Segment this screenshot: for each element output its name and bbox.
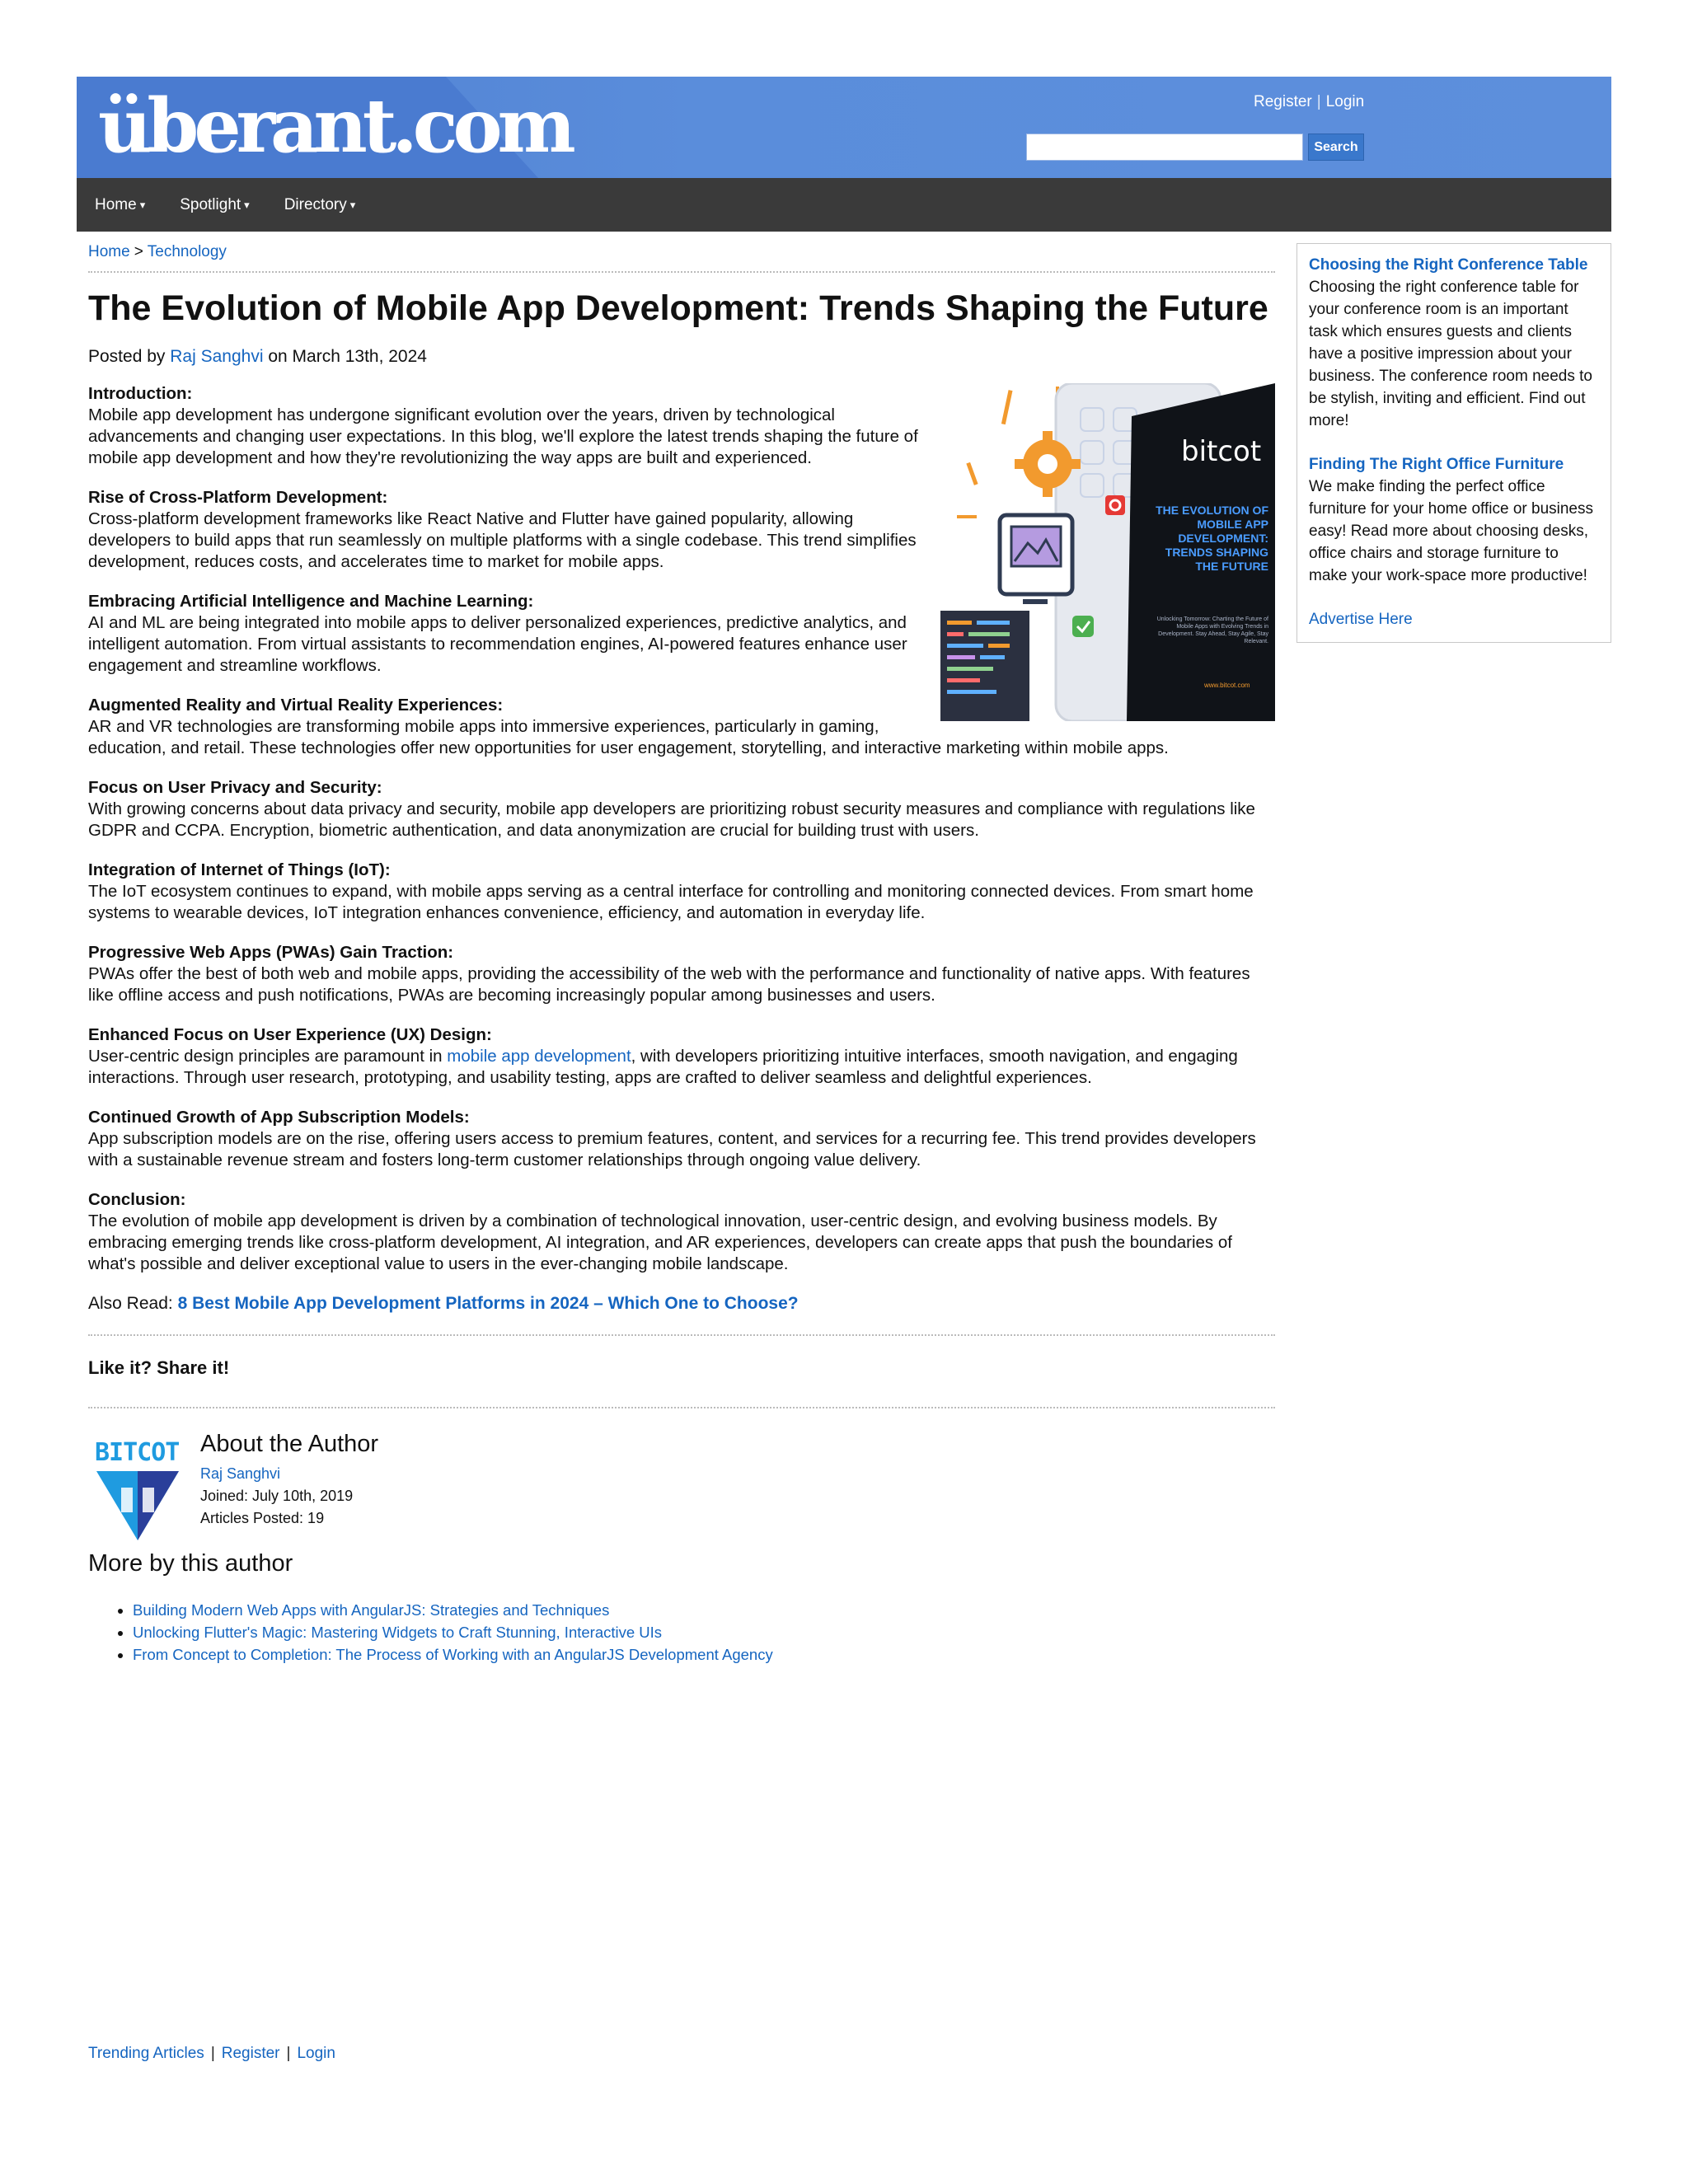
author-name-link[interactable]: Raj Sanghvi	[200, 1465, 281, 1482]
hero-headline: THE EVOLUTION OF MOBILE APP DEVELOPMENT: TRENDS SHAPING THE FUTURE	[1156, 504, 1268, 573]
footer-separator: |	[286, 2045, 291, 2062]
register-link[interactable]: Register	[1254, 93, 1312, 110]
section-heading: Focus on User Privacy and Security:	[88, 778, 382, 797]
section-heading: Introduction:	[88, 384, 193, 403]
nav-item-home[interactable]	[95, 196, 145, 214]
breadcrumb	[88, 243, 1275, 273]
also-read	[88, 1293, 1275, 1315]
byline	[88, 347, 1275, 367]
more-by-author-list	[88, 1599, 1275, 1666]
section-text: PWAs offer the best of both web and mobile apps, providing the accessibility of the web with the performance and functionality of native apps. With features like offline access and push notifications, PWAs are becoming increasingly popular among businesses and users.	[88, 964, 1250, 1005]
section-text: The IoT ecosystem continues to expand, with mobile apps serving as a central interface for controlling and monitoring connected devices. From smart home systems to wearable devices, IoT integration enhances convenience, efficiency, and automation in everyday life.	[88, 882, 1254, 922]
also-read-link[interactable]: 8 Best Mobile App Development Platforms in 2024 – Which One to Choose?	[177, 1294, 799, 1313]
list-item	[133, 1599, 1275, 1621]
author-box	[88, 1430, 1275, 1542]
byline-prefix: Posted by	[88, 347, 166, 366]
byline-mid: on	[268, 347, 288, 366]
chevron-down-icon: ▾	[139, 198, 146, 211]
article-section	[88, 942, 1275, 1006]
hero-url: www.bitcot.com	[1204, 682, 1250, 689]
promo-text: Choosing the right conference table for your conference room is an important task which ensures guests and clients have a positive impression about your business. The conference room needs to be stylish, inviting and efficient. Find out more!	[1309, 279, 1592, 429]
section-text: Cross-platform development frameworks like React Native and Flutter have gained popularity, allowing developers to build apps that run seamlessly on multiple platforms with a single codebase. This trend simplifies development, reduces costs, and accelerates time to market for mobile apps.	[88, 509, 917, 571]
content-area	[77, 232, 1611, 1666]
sidebar-promo-box	[1296, 243, 1611, 643]
list-item	[133, 1643, 1275, 1666]
section-heading: Integration of Internet of Things (IoT):	[88, 860, 391, 879]
section-text: The evolution of mobile app development is driven by a combination of technological innovation, user-centric design, and evolving business models. By embracing emerging trends like cross-platform development, AI integration, and AR experiences, developers can create apps that push the boundaries of what's possible and deliver exceptional value to users in the ever-changing mobile landscape.	[88, 1212, 1232, 1273]
section-heading: Enhanced Focus on User Experience (UX) Design:	[88, 1025, 492, 1044]
author-joined: Joined: July 10th, 2019	[200, 1488, 354, 1504]
section-text: AR and VR technologies are transforming mobile apps into immersive experiences, particularly in gaming, education, and retail. These technologies offer new opportunities for user engagement, storytelling, and interactive marketing within mobile apps.	[88, 717, 1169, 757]
sidebar	[1296, 243, 1611, 1666]
publish-date: March 13th, 2024	[292, 347, 427, 366]
promo-item	[1309, 453, 1599, 587]
section-heading: Rise of Cross-Platform Development:	[88, 488, 388, 507]
search-input[interactable]	[1026, 134, 1303, 161]
breadcrumb-category[interactable]: Technology	[147, 243, 227, 260]
hero-brand: bitcot	[1181, 435, 1262, 468]
section-text: AI and ML are being integrated into mobile apps to deliver personalized experiences, predictive analytics, and intelligent automation. From virtual assistants to recommendation engines, AI-powered features enhance user engagement and streamline workflows.	[88, 613, 907, 675]
author-logo-text: BITCOT	[95, 1438, 180, 1467]
author-article-count: Articles Posted: 19	[200, 1510, 325, 1526]
more-article-link[interactable]: Unlocking Flutter's Magic: Mastering Widgets to Craft Stunning, Interactive UIs	[133, 1624, 663, 1641]
share-heading: Like it? Share it!	[88, 1357, 230, 1378]
author-link[interactable]: Raj Sanghvi	[170, 347, 264, 366]
more-article-link[interactable]: From Concept to Completion: The Process of Working with an AngularJS Development Agency	[133, 1646, 773, 1663]
footer-link-trending[interactable]: Trending Articles	[88, 2045, 204, 2062]
breadcrumb-separator: >	[134, 243, 143, 260]
site-footer	[88, 2045, 335, 2063]
section-text: Mobile app development has undergone significant evolution over the years, driven by technological advancements and changing user expectations. In this blog, we'll explore the latest trends shaping the future of mobile app development and how they're revolutionizing the way apps are built and experienced.	[88, 405, 918, 467]
article-section	[88, 1107, 1275, 1171]
section-heading: Continued Growth of App Subscription Models:	[88, 1108, 470, 1127]
promo-item	[1309, 254, 1599, 432]
site-header	[77, 77, 1611, 178]
list-item	[133, 1621, 1275, 1643]
article-section	[88, 1189, 1275, 1275]
main-nav	[77, 178, 1611, 232]
promo-title-link[interactable]: Finding The Right Office Furniture	[1309, 456, 1564, 473]
nav-item-spotlight[interactable]	[180, 196, 249, 214]
footer-separator: |	[210, 2045, 215, 2062]
section-heading: Embracing Artificial Intelligence and Machine Learning:	[88, 592, 534, 611]
page	[77, 77, 1611, 1666]
article-column	[77, 232, 1275, 1666]
nav-label: Home	[95, 195, 137, 213]
author-logo	[88, 1430, 187, 1542]
nav-label: Spotlight	[180, 195, 241, 213]
section-text: App subscription models are on the rise, offering users access to premium features, content, and services for a recurring fee. This trend provides developers with a sustainable revenue stream and fosters long-term customer relationships through ongoing value delivery.	[88, 1129, 1256, 1169]
article-section-ux	[88, 1024, 1275, 1089]
section-text: User-centric design principles are paramount in	[88, 1047, 448, 1066]
more-by-author-heading: More by this author	[88, 1550, 293, 1577]
login-link[interactable]: Login	[1325, 93, 1365, 110]
search-button[interactable]: Search	[1308, 134, 1364, 161]
inline-link-mobile-app-development[interactable]: mobile app development	[447, 1047, 631, 1066]
footer-link-register[interactable]: Register	[221, 2045, 280, 2062]
section-text: With growing concerns about data privacy and security, mobile app developers are prioritizing robust security measures and compliance with regulations like GDPR and CCPA. Encryption, biometric authentication, and data anonymization are crucial for building trust with users.	[88, 799, 1255, 840]
advertise-here-link[interactable]: Advertise Here	[1309, 611, 1413, 628]
nav-item-directory[interactable]	[284, 196, 356, 214]
nav-label: Directory	[284, 195, 347, 213]
article-body	[88, 383, 1275, 1315]
article-title: The Evolution of Mobile App Development: Trends Shaping the Future	[88, 288, 1268, 328]
auth-links	[1254, 93, 1364, 111]
article-section	[88, 777, 1275, 841]
divider	[88, 1407, 1275, 1408]
chevron-down-icon: ▾	[244, 198, 250, 211]
chevron-down-icon: ▾	[349, 198, 356, 211]
more-article-link[interactable]: Building Modern Web Apps with AngularJS: Strategies and Techniques	[133, 1601, 610, 1619]
author-info	[200, 1430, 378, 1542]
auth-separator: |	[1316, 93, 1321, 110]
breadcrumb-home[interactable]: Home	[88, 243, 130, 260]
also-read-label: Also Read:	[88, 1294, 173, 1313]
author-heading: About the Author	[200, 1431, 379, 1457]
divider	[88, 1334, 1275, 1336]
section-text: , with developers prioritizing intuitive interfaces, smooth navigation, and engaging interactions. Through user research, prototyping, and usability testing, apps are crafted to deliver seamless and delightful experiences.	[88, 1047, 1238, 1087]
promo-title-link[interactable]: Choosing the Right Conference Table	[1309, 256, 1588, 274]
footer-link-login[interactable]: Login	[297, 2045, 335, 2062]
hero-tagline: Unlocking Tomorrow: Charting the Future of Mobile Apps with Evolving Trends in Development. Stay Ahead, Stay Agile, Stay Relevant.	[1156, 616, 1268, 644]
section-heading: Augmented Reality and Virtual Reality Experiences:	[88, 696, 504, 715]
site-logo[interactable]: überant.com	[98, 82, 571, 170]
section-heading: Progressive Web Apps (PWAs) Gain Traction:	[88, 943, 454, 962]
article-section	[88, 860, 1275, 924]
hero-image	[940, 383, 1275, 721]
promo-text: We make finding the perfect office furniture for your home office or business easy! Read more about choosing desks, office chairs and storage furniture to make your work-space more productive!	[1309, 478, 1593, 584]
section-heading: Conclusion:	[88, 1190, 186, 1209]
